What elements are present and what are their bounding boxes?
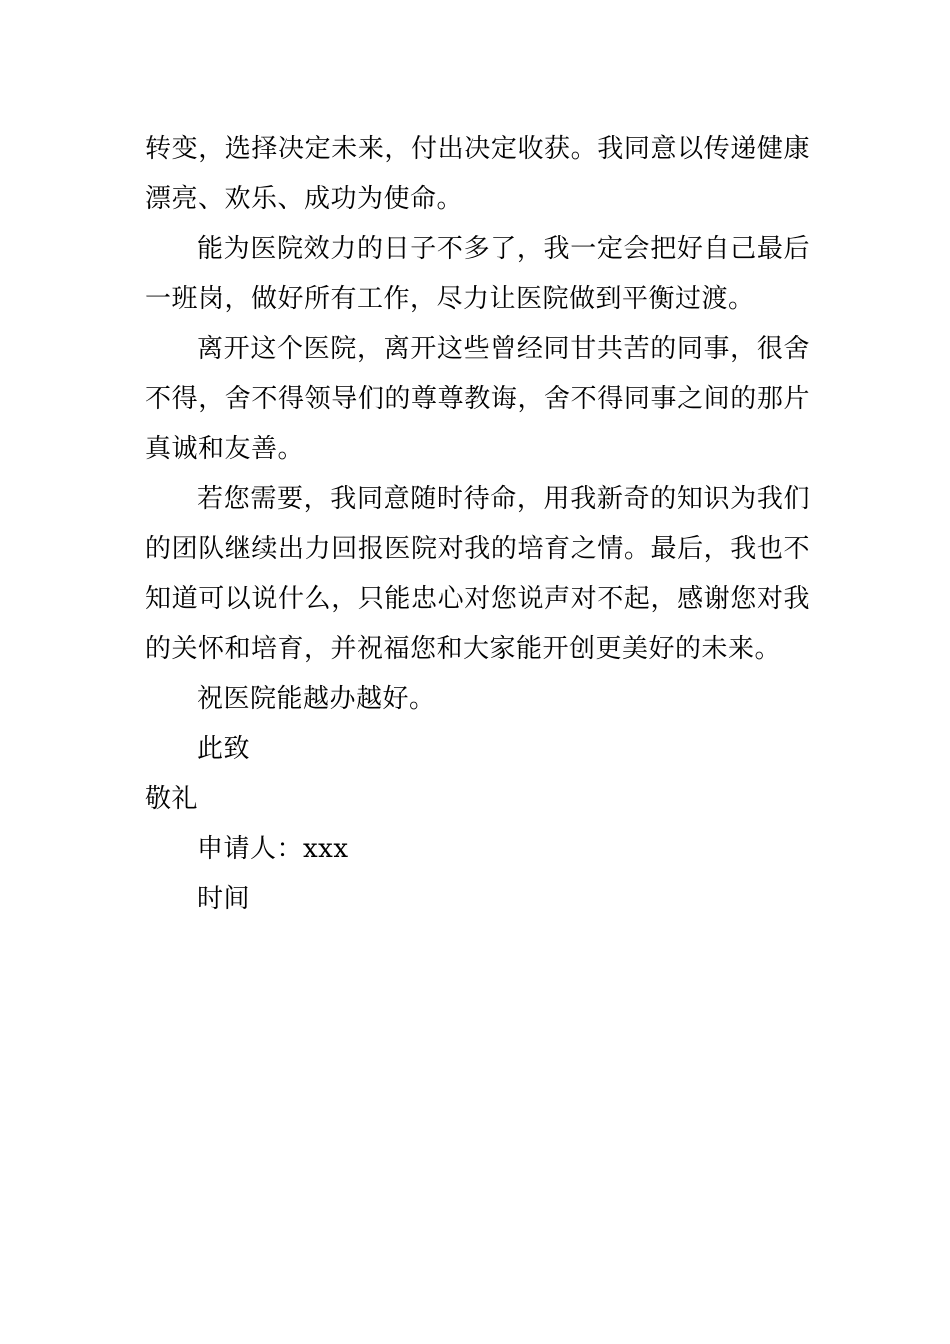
closing-salutation: 此致	[197, 734, 251, 764]
paragraph-farewell: 离开这个医院，离开这些曾经同甘共苦的同事，很舍不得，舍不得领导们的尊尊教诲，舍不得同事之间的那片真诚和友善。	[145, 334, 810, 464]
letter-body	[145, 124, 810, 924]
paragraph-gratitude: 若您需要，我同意随时待命，用我新奇的知识为我们的团队继续出力回报医院对我的培育之情。最后，我也不知道可以说什么，只能忠心对您说声对不起，感谢您对我的关怀和培育，并祝福您和大家能开创更美好的未来。	[145, 484, 810, 664]
wish-line: 祝医院能越办越好。	[197, 684, 436, 714]
closing-respect: 敬礼	[145, 784, 199, 814]
paragraph-continuation: 转变，选择决定未来，付出决定收获。我同意以传递健康漂亮、欢乐、成功为使命。	[145, 134, 810, 214]
date-line: 时间	[197, 884, 251, 914]
applicant-signature: 申请人：xxx	[197, 834, 349, 864]
paragraph-last-shift: 能为医院效力的日子不多了，我一定会把好自己最后一班岗，做好所有工作，尽力让医院做到平衡过渡。	[145, 234, 810, 314]
